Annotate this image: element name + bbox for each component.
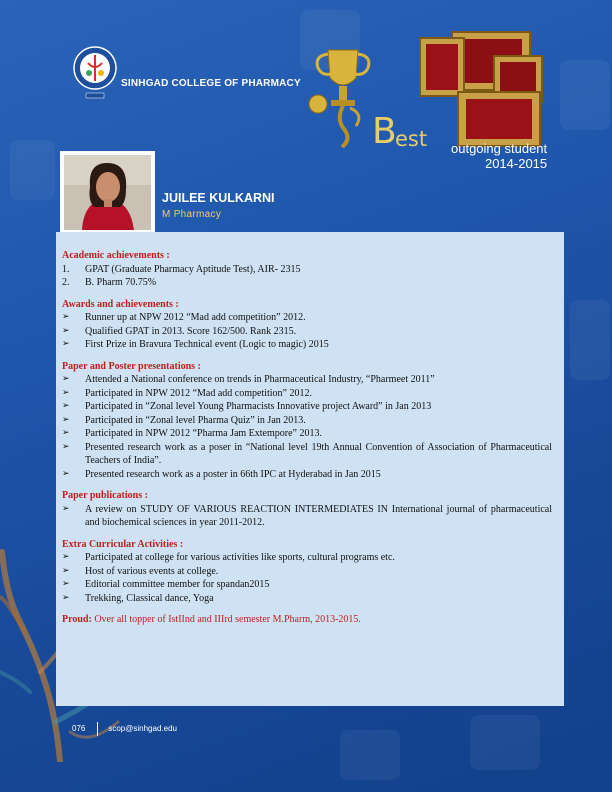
page-footer — [72, 722, 177, 736]
background-tile — [570, 300, 610, 380]
list-item-text: Participated in NPW 2012 “Pharma Jam Extempore” 2013. — [85, 428, 322, 439]
list-item-text: Attended a National conference on trends in Pharmaceutical Industry, “Pharmeet 2011” — [85, 374, 435, 385]
arrow-bullet-icon: ➢ — [62, 468, 70, 479]
list-item-text: Qualified GPAT in 2013. Score 162/500. Rank 2315. — [85, 325, 297, 337]
list-item — [62, 373, 552, 387]
section-title: Academic achievements : — [62, 250, 170, 261]
academic-section — [62, 249, 552, 290]
arrow-bullet-icon: ➢ — [62, 565, 70, 576]
arrow-bullet-icon: ➢ — [62, 592, 70, 603]
arrow-bullet-icon: ➢ — [62, 428, 70, 438]
section-title: Extra Curricular Activities : — [62, 538, 184, 550]
list-item — [62, 387, 552, 401]
list-item — [62, 276, 552, 290]
list-number: 2. — [62, 277, 70, 288]
section-title: Paper and Poster presentations : — [62, 360, 201, 372]
section-title: Paper publications : — [62, 490, 148, 501]
student-degree: M Pharmacy — [162, 209, 222, 220]
arrow-bullet-icon: ➢ — [62, 325, 70, 336]
student-photo — [64, 155, 151, 230]
list-item — [62, 338, 552, 352]
list-item — [62, 311, 552, 325]
awards-section — [62, 298, 552, 352]
arrow-bullet-icon: ➢ — [62, 339, 70, 349]
list-item — [62, 263, 552, 277]
student-photo-frame — [60, 151, 155, 234]
extra-curricular-section — [62, 538, 552, 606]
arrow-bullet-icon: ➢ — [62, 401, 70, 411]
papers-section — [62, 360, 552, 482]
list-item — [62, 578, 552, 592]
list-item-text: Host of various events at college. — [85, 565, 219, 577]
list-item — [62, 441, 552, 468]
proud-section — [62, 613, 552, 627]
list-item-text: Presented research work as a poster in 66th IPC at Hyderabad in Jan 2015 — [85, 468, 381, 480]
arrow-bullet-icon: ➢ — [62, 441, 70, 452]
list-item — [62, 325, 552, 339]
list-item-text: Presented research work as a poser in “National level 19th Annual Convention of Association of Pharmaceutical Teachers of India”. — [85, 441, 552, 466]
list-item-text: Participated in NPW 2012 “Mad add competition” 2012. — [85, 387, 312, 399]
best-letters-est: est — [395, 127, 428, 151]
arrow-bullet-icon: ➢ — [62, 312, 70, 322]
list-item-text: First Prize in Bravura Technical event (Logic to magic) 2015 — [85, 339, 329, 350]
footer-divider — [97, 722, 98, 736]
list-item-text: Trekking, Classical dance, Yoga — [85, 592, 214, 604]
arrow-bullet-icon: ➢ — [62, 503, 70, 514]
trophy-icon — [306, 44, 380, 148]
list-item-text: Editorial committee member for spandan2015 — [85, 579, 270, 590]
list-item — [62, 427, 552, 441]
picture-frames-icon — [410, 30, 570, 150]
arrow-bullet-icon: ➢ — [62, 414, 70, 425]
publications-section — [62, 489, 552, 530]
list-item — [62, 592, 552, 606]
list-item — [62, 414, 552, 428]
arrow-bullet-icon: ➢ — [62, 387, 70, 398]
list-item — [62, 400, 552, 414]
list-item-text: Participated at college for various activities like sports, cultural programs etc. — [85, 552, 395, 563]
list-item — [62, 565, 552, 579]
best-subtitle-line: outgoing student — [451, 141, 548, 156]
list-item-text: GPAT (Graduate Pharmacy Aptitude Test), AIR- 2315 — [85, 263, 301, 275]
list-item-text: Participated in “Zonal level Young Pharmacists Innovative project Award” in Jan 2013 — [85, 401, 432, 412]
background-tile — [470, 715, 540, 770]
list-item-text: Runner up at NPW 2012 “Mad add competition” 2012. — [85, 312, 306, 323]
list-item — [62, 503, 552, 530]
arrow-bullet-icon: ➢ — [62, 552, 70, 562]
footer-email: scop@sinhgad.edu — [108, 724, 177, 734]
page-number: 076 — [72, 724, 86, 734]
proud-text: Over all topper of IstIInd and IIIrd semester M.Pharm, 2013-2015. — [91, 614, 361, 625]
college-name: SINHGAD COLLEGE OF PHARMACY — [121, 78, 301, 89]
arrow-bullet-icon: ➢ — [62, 374, 70, 384]
section-title: Awards and achievements : — [62, 298, 179, 310]
list-item — [62, 551, 552, 565]
best-subtitle — [451, 141, 547, 171]
background-tile — [340, 730, 400, 780]
background-tile — [10, 140, 55, 200]
list-item-text: A review on STUDY OF VARIOUS REACTION INTERMEDIATES IN International journal of pharmaceutical and biochemical sciences in year 2011-2012. — [85, 503, 552, 528]
student-name: JUILEE KULKARNI — [162, 191, 275, 205]
list-item-text: Participated in “Zonal level Pharma Quiz” in Jan 2013. — [85, 414, 306, 426]
list-item — [62, 468, 552, 482]
arrow-bullet-icon: ➢ — [62, 579, 70, 589]
list-item-text: B. Pharm 70.75% — [85, 277, 157, 288]
list-number: 1. — [62, 263, 70, 275]
award-year: 2014-2015 — [484, 156, 548, 171]
proud-label: Proud: — [62, 614, 92, 625]
best-letter-b: B — [372, 111, 397, 152]
achievements-content — [62, 249, 552, 635]
college-logo-icon — [72, 45, 118, 101]
